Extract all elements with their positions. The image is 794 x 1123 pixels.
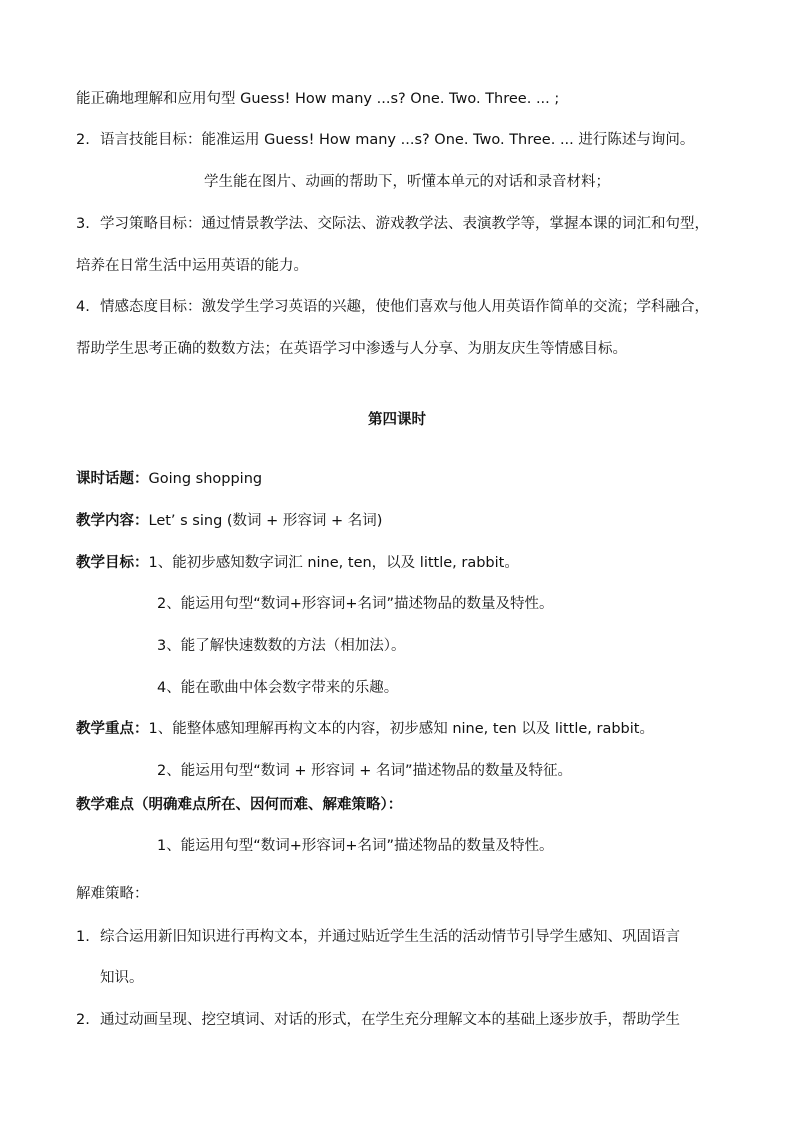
difficulty-item: 1、能运用句型“数词+形容词+名词”描述物品的数量及特性。 (157, 838, 554, 854)
goal-line-1: 能正确地理解和应用句型 Guess! How many ...s? One. Two. Three. ... ; (76, 91, 560, 107)
goal-item-2 (76, 130, 694, 150)
strategy-item-1-continuation: 知识。 (100, 970, 144, 986)
strategy-label: 解难策略： (76, 886, 149, 902)
item-text: 情感态度目标：激发学生学习英语的兴趣，使他们喜欢与他人用英语作简单的交流；学科融合， (100, 299, 709, 315)
item-number: 2. (76, 1012, 90, 1028)
goal-item: 4、能在歌曲中体会数字带来的乐趣。 (157, 680, 399, 696)
lesson-key-points (76, 719, 654, 739)
difficulty-label: 教学难点（明确难点所在、因何而难、解难策略）： (76, 797, 403, 813)
key-point-item: 1、能整体感知理解再构文本的内容，初步感知 nine, ten 以及 little, rabbit。 (148, 721, 654, 737)
key-point-item: 2、能运用句型“数词 + 形容词 + 名词”描述物品的数量及特征。 (157, 763, 572, 779)
goal-item-3-continuation: 培养在日常生活中运用英语的能力。 (76, 258, 308, 274)
strategy-item-1 (76, 927, 680, 947)
item-text: 综合运用新旧知识进行再构文本，并通过贴近学生生活的活动情节引导学生感知、巩固语言 (100, 929, 680, 945)
strategy-item-2 (76, 1010, 680, 1030)
topic-label: 课时话题： (76, 471, 149, 487)
goal-item: 3、能了解快速数数的方法（相加法）。 (157, 638, 406, 654)
goals-label: 教学目标： (76, 555, 149, 571)
item-number: 3. (76, 216, 90, 232)
key-label: 教学重点： (76, 721, 149, 737)
goal-item: 1、能初步感知数字词汇 nine, ten，以及 little, rabbit。 (148, 555, 519, 571)
lesson-topic (76, 469, 262, 489)
item-number: 1. (76, 929, 90, 945)
goal-item-2-continuation: 学生能在图片、动画的帮助下，听懂本单元的对话和录音材料； (204, 174, 610, 190)
item-text: 通过动画呈现、挖空填词、对话的形式，在学生充分理解文本的基础上逐步放手，帮助学生 (100, 1012, 680, 1028)
item-number: 2. (76, 132, 90, 148)
item-text: 语言技能目标：能准运用 Guess! How many ...s? One. Two. Three. ... 进行陈述与询问。 (100, 132, 695, 148)
goal-item-4 (76, 297, 709, 317)
lesson-content (76, 511, 382, 531)
content-value: Let’ s sing (数词 + 形容词 + 名词) (148, 513, 383, 529)
item-text: 学习策略目标：通过情景教学法、交际法、游戏教学法、表演教学等，掌握本课的词汇和句型， (100, 216, 709, 232)
goal-item-3 (76, 214, 709, 234)
item-number: 4. (76, 299, 90, 315)
goal-item-4-continuation: 帮助学生思考正确的数数方法；在英语学习中渗透与人分享、为朋友庆生等情感目标。 (76, 341, 627, 357)
lesson-goals (76, 553, 519, 573)
topic-value: Going shopping (148, 471, 263, 487)
content-label: 教学内容： (76, 513, 149, 529)
goal-item: 2、能运用句型“数词+形容词+名词”描述物品的数量及特性。 (157, 596, 554, 612)
lesson-heading: 第四课时 (368, 412, 426, 428)
